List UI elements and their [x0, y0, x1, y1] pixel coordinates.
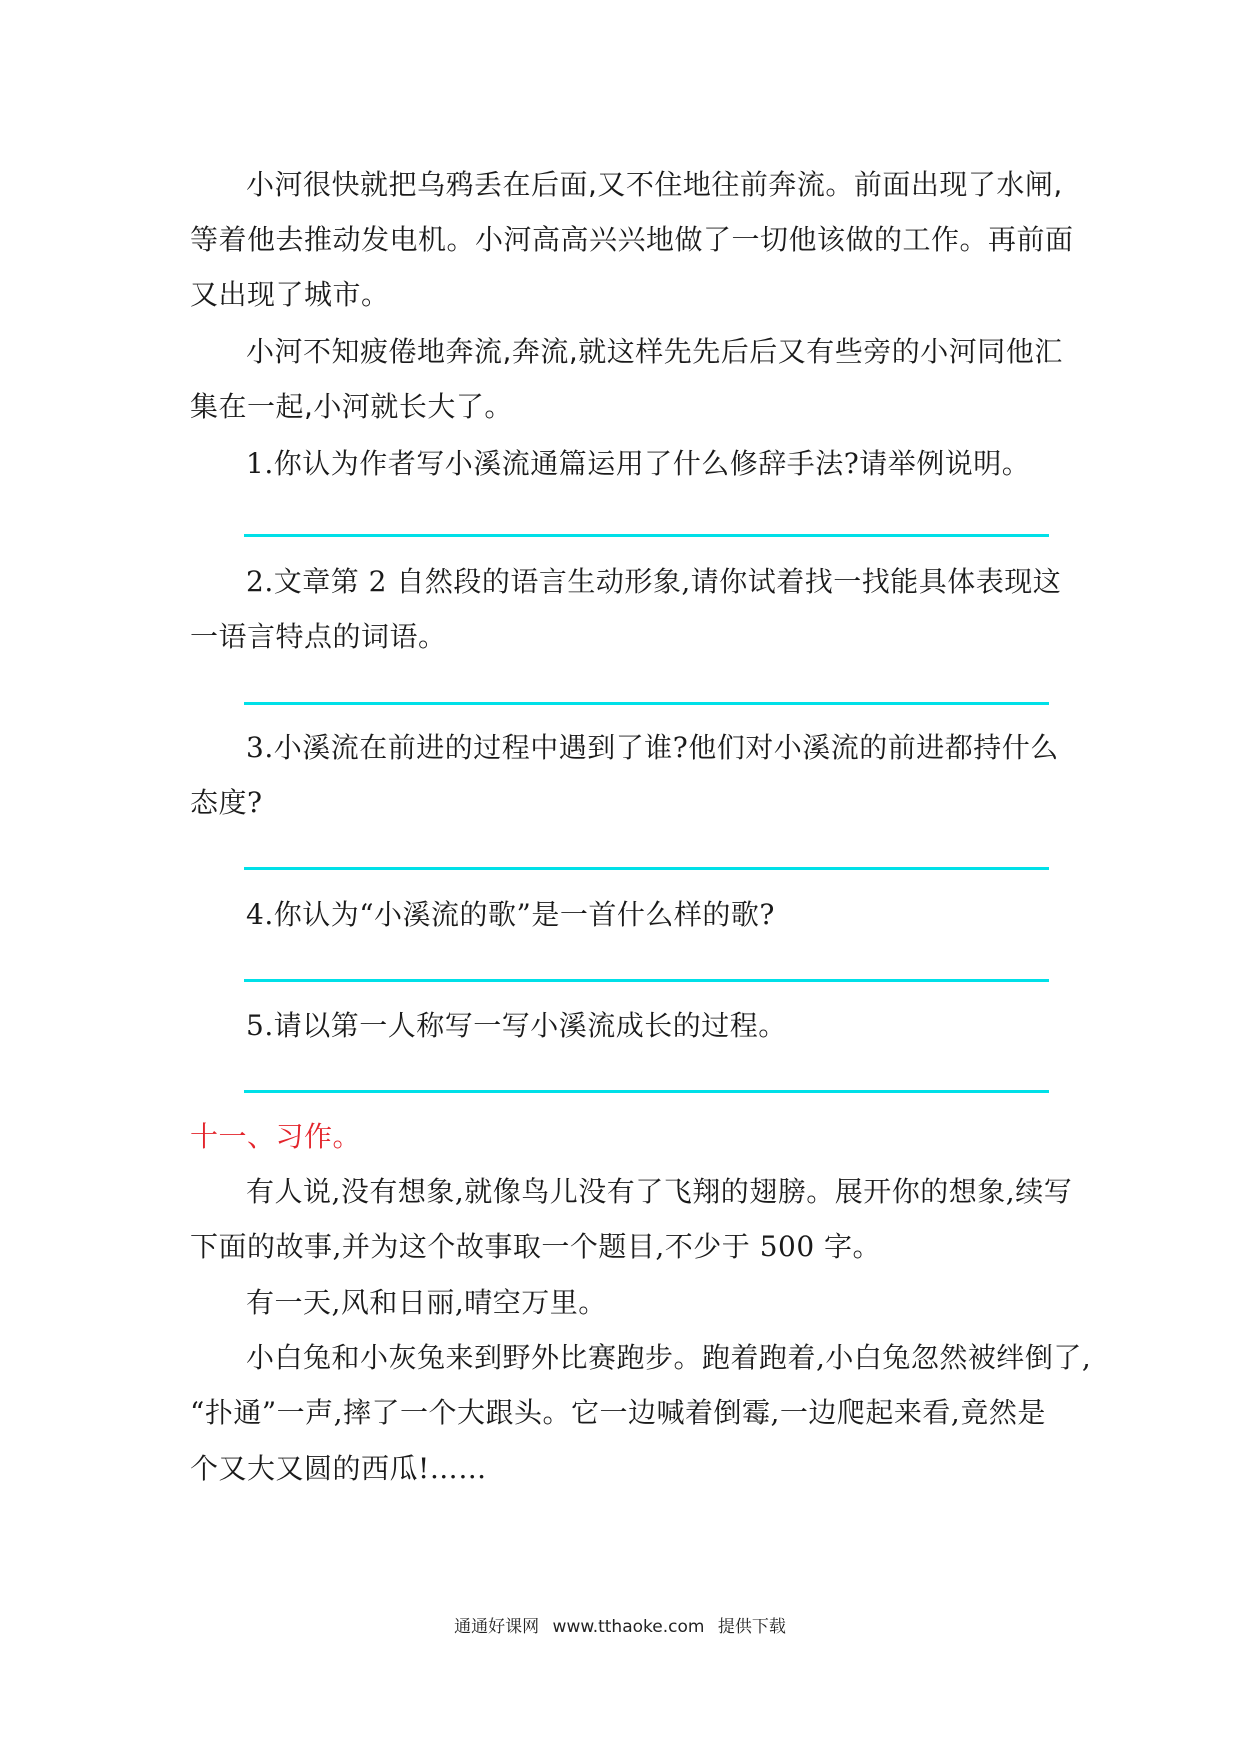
question-2-line-2: 一语言特点的词语。 [190, 620, 447, 653]
footer-site-name: 通通好课网 [454, 1617, 540, 1637]
answer-line-3[interactable] [244, 867, 1049, 870]
page-footer [0, 1612, 1240, 1637]
story-p2-line-1: 小河不知疲倦地奔流,奔流,就这样先先后后又有些旁的小河同他汇 [246, 335, 1063, 368]
story-p2-line-2: 集在一起,小河就长大了。 [190, 390, 513, 423]
story-cont-line-3: 个又大又圆的西瓜!…… [190, 1452, 487, 1485]
story-cont-line-2: “扑通”一声,摔了一个大跟头。它一边喊着倒霉,一边爬起来看,竟然是 [190, 1396, 1046, 1429]
question-3-line-1: 3.小溪流在前进的过程中遇到了谁?他们对小溪流的前进都持什么 [246, 731, 1059, 764]
story-cont-line-1: 小白兔和小灰兔来到野外比赛跑步。跑着跑着,小白兔忽然被绊倒了, [246, 1341, 1092, 1374]
footer-url[interactable]: www.tthaoke.com [552, 1617, 705, 1637]
footer-note: 提供下载 [717, 1617, 786, 1637]
question-4: 4.你认为“小溪流的歌”是一首什么样的歌? [246, 898, 775, 931]
answer-line-1[interactable] [244, 534, 1049, 537]
story-start: 有一天,风和日丽,晴空万里。 [246, 1286, 607, 1319]
answer-line-5[interactable] [244, 1090, 1049, 1093]
question-3-line-2: 态度? [190, 786, 263, 819]
answer-line-2[interactable] [244, 702, 1049, 705]
answer-line-4[interactable] [244, 979, 1049, 982]
question-2-line-1: 2.文章第 2 自然段的语言生动形象,请你试着找一找能具体表现这 [246, 565, 1062, 598]
instructions-line-2: 下面的故事,并为这个故事取一个题目,不少于 500 字。 [190, 1230, 882, 1263]
instructions-line-1: 有人说,没有想象,就像鸟儿没有了飞翔的翅膀。展开你的想象,续写 [246, 1175, 1073, 1208]
story-p1-line-1: 小河很快就把乌鸦丢在后面,又不住地往前奔流。前面出现了水闸, [246, 168, 1063, 201]
story-p1-line-3: 又出现了城市。 [190, 278, 390, 311]
question-1: 1.你认为作者写小溪流通篇运用了什么修辞手法?请举例说明。 [246, 447, 1031, 480]
story-p1-line-2: 等着他去推动发电机。小河高高兴兴地做了一切他该做的工作。再前面 [190, 223, 1074, 256]
section-heading: 十一、习作。 [190, 1120, 362, 1153]
question-5: 5.请以第一人称写一写小溪流成长的过程。 [246, 1009, 787, 1042]
